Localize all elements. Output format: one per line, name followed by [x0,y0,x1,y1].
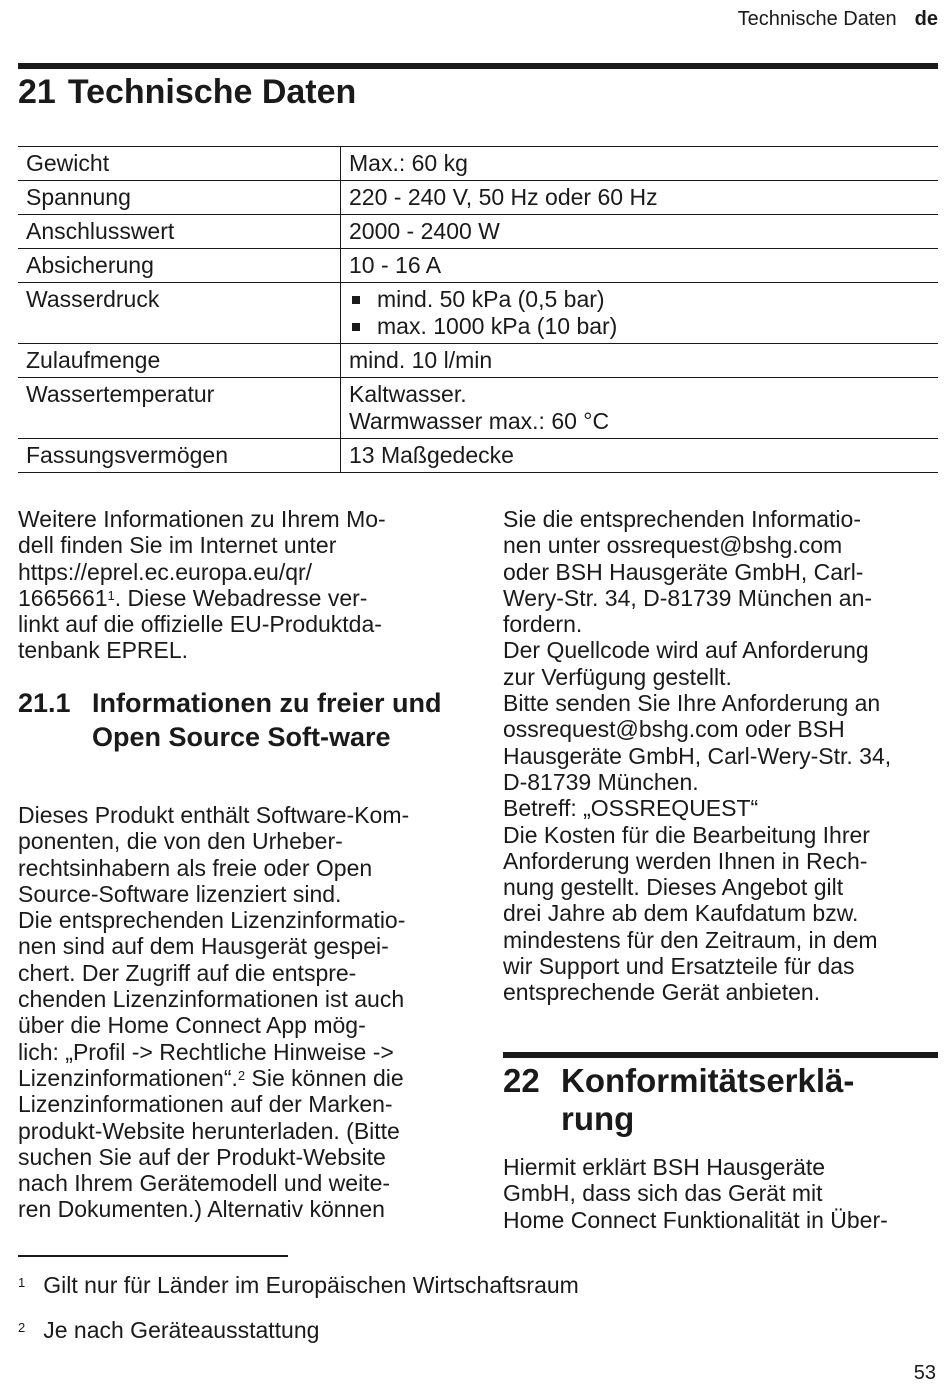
footnote-mark: 2 [18,1320,26,1335]
spec-key: Anschlusswert [18,215,341,249]
text-line: Die Kosten für die Bearbeitung Ihrer [503,821,870,848]
text-line: dell finden Sie im Internet unter [18,532,337,559]
text-line: drei Jahre ab dem Kaufdatum bzw. [503,900,859,927]
spec-value: mind. 10 l/min [341,344,939,378]
text-line: entsprechende Gerät anbieten. [503,979,821,1006]
text-line: Hiermit erklärt BSH Hausgeräte [503,1154,826,1180]
table-row [18,439,938,473]
spec-key: Absicherung [18,249,341,283]
text-line: Dieses Produkt enthält Software-Kom- [18,802,410,828]
footnote-text: Je nach Geräteausstattung [43,1317,320,1343]
footnote-ref-2: 2 [237,1067,246,1083]
spec-value: 10 - 16 A [341,249,939,283]
footnote-text: Gilt nur für Länder im Europäischen Wirtschaftsraum [43,1272,579,1298]
footnote-divider [18,1255,288,1257]
spec-key: Zulaufmenge [18,344,341,378]
text-line: Betreff: „OSSREQUEST“ [503,795,759,822]
text-fragment: Lizenzinformationen“. [18,1064,238,1091]
footnote-ref-1: 1 [107,587,115,603]
text-fragment: . Diese Webadresse ver- [114,584,368,611]
header-language-code: de [914,8,938,30]
text-line: Weitere Informationen zu Ihrem Mo- [18,506,386,532]
text-line: Lizenzinformationen auf der Marken- [18,1091,393,1118]
conformity-paragraph [503,1154,943,1233]
section-heading-21-1 [18,686,458,754]
chapter-title: Technische Daten [67,73,357,111]
text-line: ponenten, die von den Urheber- [18,828,343,855]
spec-table [18,146,938,473]
text-line: fordern. [503,611,583,638]
chapter-number: 22 [503,1062,540,1099]
oss-paragraph-continued [503,506,943,1006]
footnote-mark: 1 [18,1275,26,1290]
text-line: Die entsprechenden Lizenzinformatio- [18,907,406,934]
text-line: Source-Software lizenziert sind. [18,880,342,907]
text-line: über die Home Connect App mög- [18,1012,366,1039]
text-line: ossrequest@bshg.com oder BSH [503,716,845,743]
spec-value: Max.: 60 kg [341,147,939,181]
spec-value-list [341,283,939,344]
text-line: lich: „Profil -> Rechtliche Hinweise -> [18,1038,394,1065]
text-line [18,1065,458,1091]
text-line: Hausgeräte GmbH, Carl-Wery-Str. 34, [503,742,892,769]
text-line: nach Ihrem Gerätemodell und weite- [18,1170,391,1197]
header-divider [18,63,938,69]
text-line: nen unter ossrequest@bshg.com [503,532,843,559]
spec-value: 2000 - 2400 W [341,215,939,249]
text-line: linkt auf die offizielle EU-Produktda- [18,611,382,638]
text-line: D-81739 München. [503,768,699,795]
chapter-heading [18,70,356,114]
text-line [18,585,458,611]
text-line: suchen Sie auf der Produkt-Website [18,1143,386,1170]
spec-value-line: Warmwasser max.: 60 °C [349,408,610,434]
list-item: max. 1000 kPa (10 bar) [349,313,930,340]
table-row [18,147,938,181]
spec-value-line: Kaltwasser. [349,381,467,407]
list-item: mind. 50 kPa (0,5 bar) [349,286,930,313]
text-line: Bitte senden Sie Ihre Anforderung an [503,690,881,717]
section-title: Informationen zu freier und Open Source Soft-ware [92,688,442,752]
spec-key: Gewicht [18,147,341,181]
text-line: oder BSH Hausgeräte GmbH, Carl- [503,558,864,585]
text-fragment: Sie können die [245,1064,404,1091]
table-row [18,283,938,344]
table-row [18,344,938,378]
section-number: 21.1 [18,688,71,718]
eprel-link[interactable]: https://eprel.ec.europa.eu/qr/ [18,558,313,585]
spec-value: 220 - 240 V, 50 Hz oder 60 Hz [341,181,939,215]
page-number: 53 [913,1362,936,1384]
table-row [18,378,938,439]
title-line: rung [561,1100,635,1137]
eprel-reference-number[interactable]: 1665661 [18,584,108,611]
header-section-title: Technische Daten [737,8,897,30]
text-line: Anforderung werden Ihnen in Rech- [503,847,868,874]
page-header [738,8,938,31]
text-line: Home Connect Funktionalität in Über- [503,1206,888,1233]
text-line: chenden Lizenzinformationen ist auch [18,986,405,1013]
table-row [18,181,938,215]
text-line: Der Quellcode wird auf Anforderung [503,637,869,664]
text-line: tenbank EPREL. [18,637,189,664]
footnote-1 [18,1271,579,1299]
chapter-divider [503,1052,938,1058]
spec-value [341,378,939,439]
text-line: GmbH, dass sich das Gerät mit [503,1180,823,1207]
spec-key: Spannung [18,181,341,215]
text-line: Sie die entsprechenden Informatio- [503,506,861,532]
text-line: mindestens für den Zeitraum, in dem [503,926,878,953]
intro-paragraph [18,506,458,664]
oss-paragraph [18,802,458,1223]
text-line: nen sind auf dem Hausgerät gespei- [18,933,389,960]
table-row [18,249,938,283]
text-line: produkt-Website herunterladen. (Bitte [18,1117,400,1144]
text-line: Wery-Str. 34, D-81739 München an- [503,584,873,611]
text-line: rechtsinhabern als freie oder Open [18,854,373,881]
spec-key: Fassungsvermögen [18,439,341,473]
chapter-heading-22 [503,1062,938,1138]
spec-key: Wassertemperatur [18,378,341,439]
table-row [18,215,938,249]
text-line: zur Verfügung gestellt. [503,663,732,690]
chapter-title [503,1062,938,1138]
chapter-number: 21 [18,73,56,111]
text-line: chert. Der Zugriff auf die entspre- [18,959,357,986]
text-line: wir Support und Ersatzteile für das [503,953,855,980]
text-line: nung gestellt. Dieses Angebot gilt [503,874,844,901]
spec-value: 13 Maßgedecke [341,439,939,473]
footnote-2 [18,1316,319,1344]
title-line: Konformitätserklä- [561,1062,855,1099]
text-line: ren Dokumenten.) Alternativ können [18,1196,385,1223]
spec-key: Wasserdruck [18,283,341,344]
